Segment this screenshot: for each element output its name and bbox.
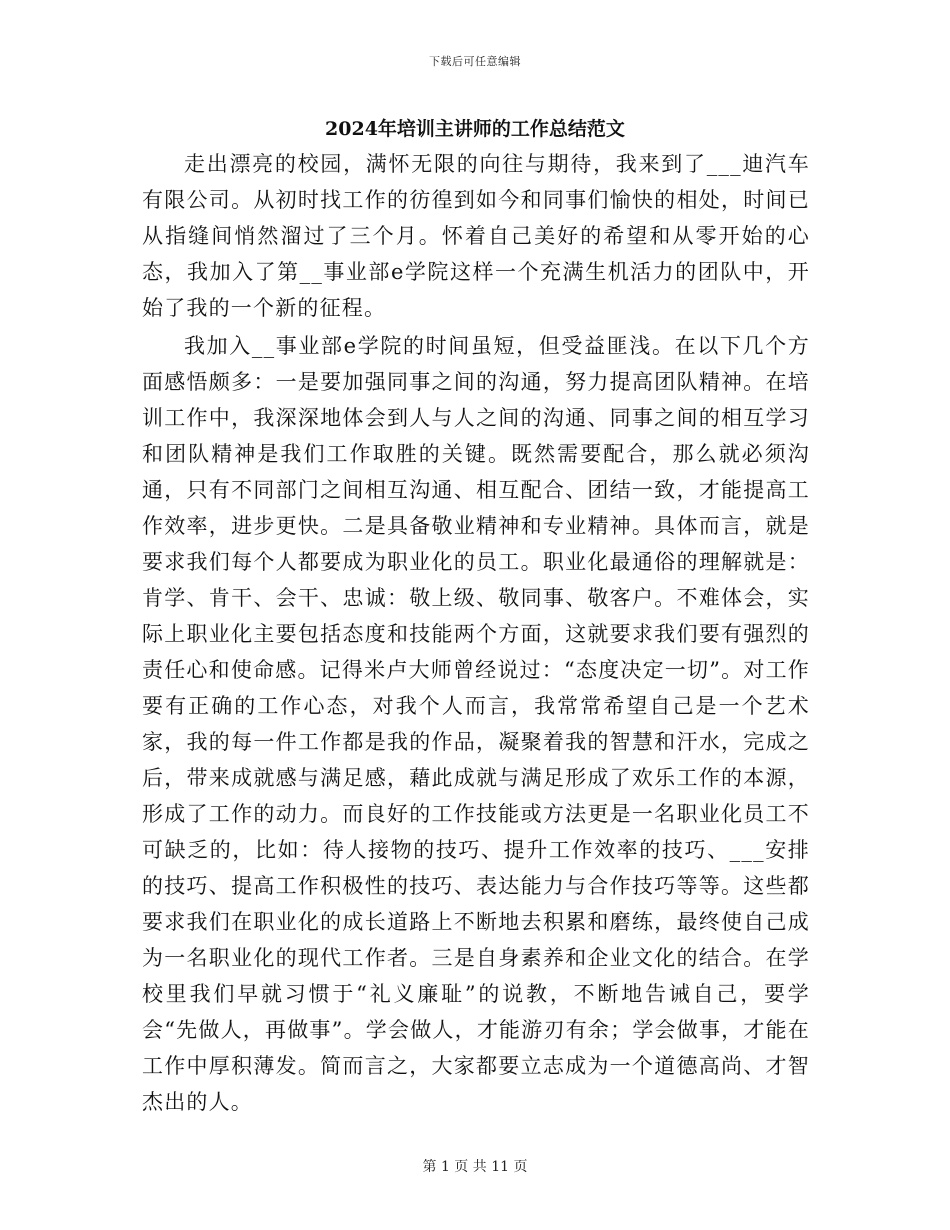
header-note: 下载后可任意编辑 (429, 55, 521, 68)
document-title: 2024年培训主讲师的工作总结范文 (325, 118, 625, 140)
paragraph: 走出漂亮的校园，满怀无限的向往与期待，我来到了___迪汽车有限公司。从初时找工作的彷徨到如今和同事们愉快的相处，时间已从指缝间悄然溜过了三个月。怀着自己美好的希望和从零开始的心态，我加入了第__事业部e学院这样一个充满生机活力的团队中，开始了我的一个新的征程。 (142, 152, 810, 320)
document-body (142, 146, 810, 1120)
paragraph: 我加入__事业部e学院的时间虽短，但受益匪浅。在以下几个方面感悟颇多：一是要加强同事之间的沟通，努力提高团队精神。在培训工作中，我深深地体会到人与人之间的沟通、同事之间的相互学习和团队精神是我们工作取胜的关键。既然需要配合，那么就必须沟通，只有不同部门之间相互沟通、相互配合、团结一致，才能提高工作效率，进步更快。二是具备敬业精神和专业精神。具体而言，就是要求我们每个人都要成为职业化的员工。职业化最通俗的理解就是：肯学、肯干、会干、忠诚：敬上级、敬同事、敬客户。不难体会，实际上职业化主要包括态度和技能两个方面，这就要求我们要有强烈的责任心和使命感。记得米卢大师曾经说过：“态度决定一切”。对工作要有正确的工作心态，对我个人而言，我常常希望自己是一个艺术家，我的每一件工作都是我的作品，凝聚着我的智慧和汗水，完成之后，带来成就感与满足感，藉此成就与满足形成了欢乐工作的本源，形成了工作的动力。而良好的工作技能或方法更是一名职业化员工不可缺乏的，比如：待人接物的技巧、提升工作效率的技巧、___安排的技巧、提高工作积极性的技巧、表达能力与合作技巧等等。这些都要求我们在职业化的成长道路上不断地去积累和磨练，最终使自己成为一名职业化的现代工作者。三是自身素养和企业文化的结合。在学校里我们早就习惯于“礼义廉耻”的说教，不断地告诫自己，要学会“先做人，再做事”。学会做人，才能游刃有余；学会做事，才能在工作中厚积薄发。简而言之，大家都要立志成为一个道德高尚、才智杰出的人。 (142, 334, 810, 1114)
page-number-footer: 第 1 页 共 11 页 (422, 1159, 528, 1175)
